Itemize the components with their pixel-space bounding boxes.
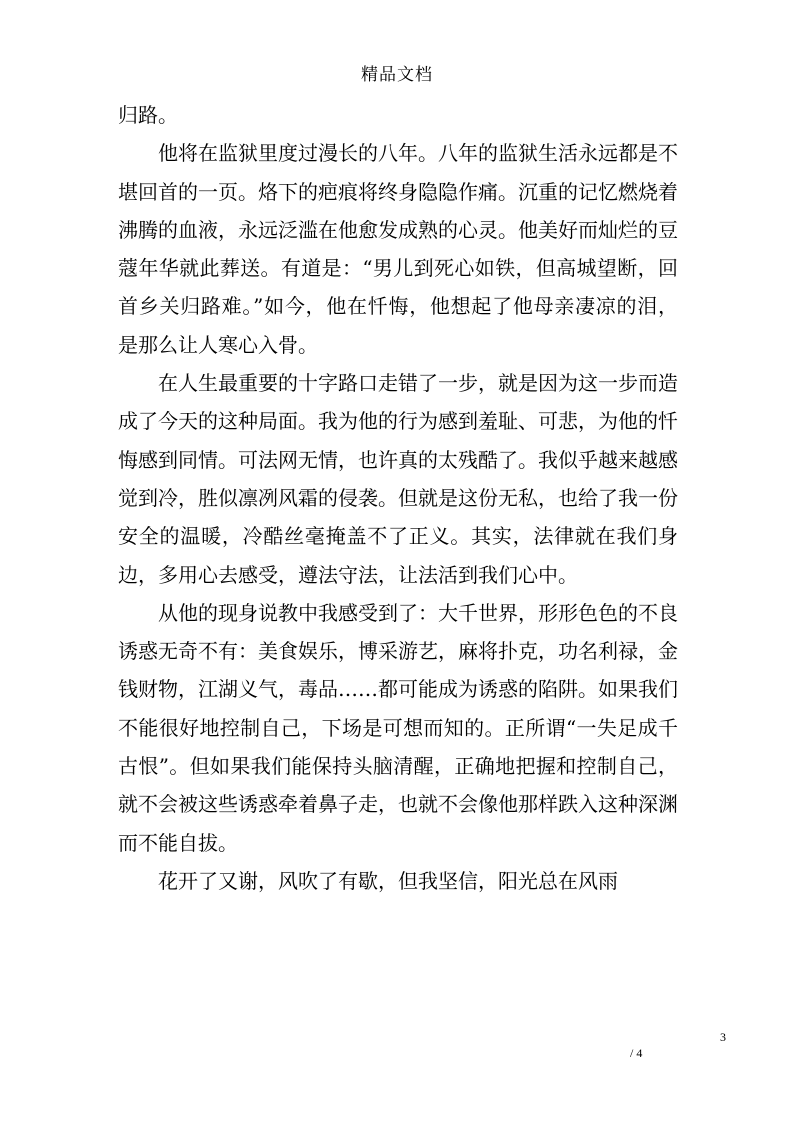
paragraph-continuation: 归路。: [118, 103, 178, 127]
paragraph: 在人生最重要的十字路口走错了一步，就是因为这一步而造成了今天的这种局面。我为他的行为感到羞耻、可悲，为他的忏悔感到同情。可法网无情，也许真的太残酷了。我似乎越来越感觉到冷，胜似凛冽风霜的侵袭。但就是这份无私，也给了我一份安全的温暖，冷酷丝毫掩盖不了正义。其实，法律就在我们身边，多用心去感受，遵法守法，让法活到我们心中。: [118, 371, 678, 587]
paragraph: 花开了又谢，风吹了有歇，但我坚信，阳光总在风雨: [158, 868, 618, 893]
paragraph: 从他的现身说教中我感受到了：大千世界，形形色色的不良诱惑无奇不有：美食娱乐，博采游艺，麻将扑克，功名利禄，金钱财物，江湖义气，毒品……都可能成为诱惑的陷阱。如果我们不能很好地控制自己，下场是可想而知的。正所谓“一失足成千古恨”。但如果我们能保持头脑清醒，正确地把握和控制自己，就不会被这些诱惑牵着鼻子走，也就不会像他那样跌入这种深渊而不能自拔。: [118, 600, 678, 855]
page-header-title: 精品文档: [361, 65, 433, 85]
page-number: 3: [720, 1030, 726, 1044]
document-body: [118, 96, 678, 900]
paragraph: 他将在监狱里度过漫长的八年。八年的监狱生活永远都是不堪回首的一页。烙下的疤痕将终身隐隐作痛。沉重的记忆燃烧着沸腾的血液，永远泛滥在他愈发成熟的心灵。他美好而灿烂的豆蔻年华就此葬送。有道是：“男儿到死心如铁，但高城望断，回首乡关归路难。”如今，他在忏悔，他想起了他母亲凄凉的泪，是那么让人寒心入骨。: [118, 141, 678, 357]
page-total: / 4: [630, 1046, 643, 1060]
